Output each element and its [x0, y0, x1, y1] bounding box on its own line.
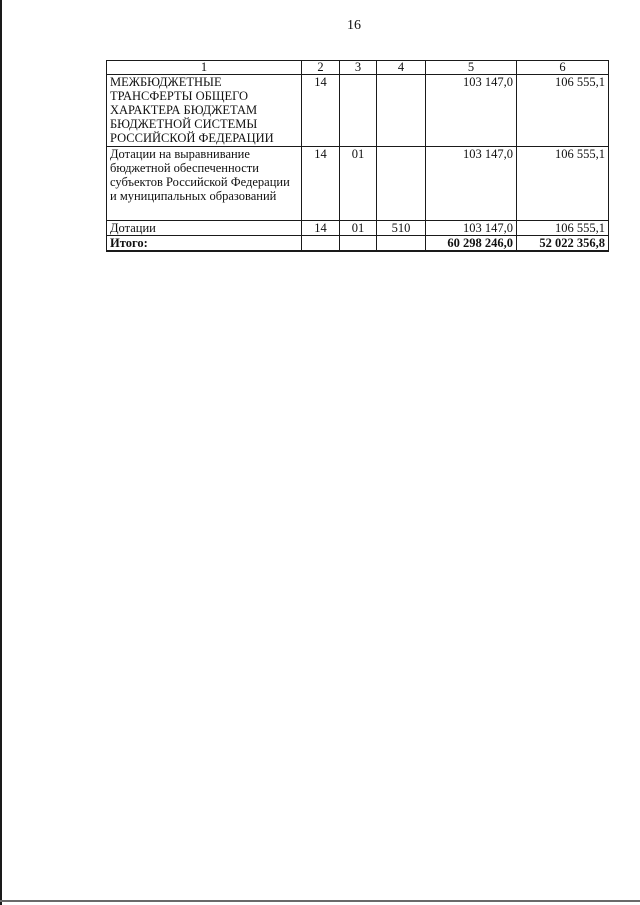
row-section: 14 [302, 75, 340, 147]
scan-bottom-edge [0, 900, 640, 902]
row-section: 14 [302, 221, 340, 236]
column-header-1: 1 [107, 61, 302, 75]
row-section: 14 [302, 147, 340, 221]
row-subsection [340, 75, 377, 147]
row-expense-type [377, 147, 426, 221]
table-row [107, 221, 609, 236]
row-name: Дотации [107, 221, 302, 236]
total-empty-cell [377, 236, 426, 252]
total-empty-cell [340, 236, 377, 252]
row-sum-year2: 106 555,1 [517, 75, 609, 147]
row-expense-type: 510 [377, 221, 426, 236]
row-name: МЕЖБЮДЖЕТНЫЕ ТРАНСФЕРТЫ ОБЩЕГО ХАРАКТЕРА БЮДЖЕТАМ БЮДЖЕТНОЙ СИСТЕМЫ РОССИЙСКОЙ ФЕДЕРАЦИИ [107, 75, 302, 147]
row-sum-year1: 103 147,0 [426, 147, 517, 221]
total-label: Итого: [107, 236, 302, 252]
column-header-2: 2 [302, 61, 340, 75]
row-expense-type [377, 75, 426, 147]
row-sum-year1: 103 147,0 [426, 75, 517, 147]
budget-table [106, 60, 609, 252]
page-number: 16 [347, 18, 361, 33]
total-sum-year1: 60 298 246,0 [426, 236, 517, 252]
table-row [107, 75, 609, 147]
table-row [107, 147, 609, 221]
row-subsection: 01 [340, 221, 377, 236]
total-sum-year2: 52 022 356,8 [517, 236, 609, 252]
row-sum-year2: 106 555,1 [517, 147, 609, 221]
table-header-row [107, 61, 609, 75]
row-name: Дотации на выравнивание бюджетной обеспеченности субъектов Российской Федерации и муниципальных образований [107, 147, 302, 221]
column-header-6: 6 [517, 61, 609, 75]
row-sum-year2: 106 555,1 [517, 221, 609, 236]
total-empty-cell [302, 236, 340, 252]
column-header-3: 3 [340, 61, 377, 75]
table-total-row [107, 236, 609, 252]
scan-left-edge [0, 0, 2, 905]
row-subsection: 01 [340, 147, 377, 221]
column-header-4: 4 [377, 61, 426, 75]
column-header-5: 5 [426, 61, 517, 75]
row-sum-year1: 103 147,0 [426, 221, 517, 236]
